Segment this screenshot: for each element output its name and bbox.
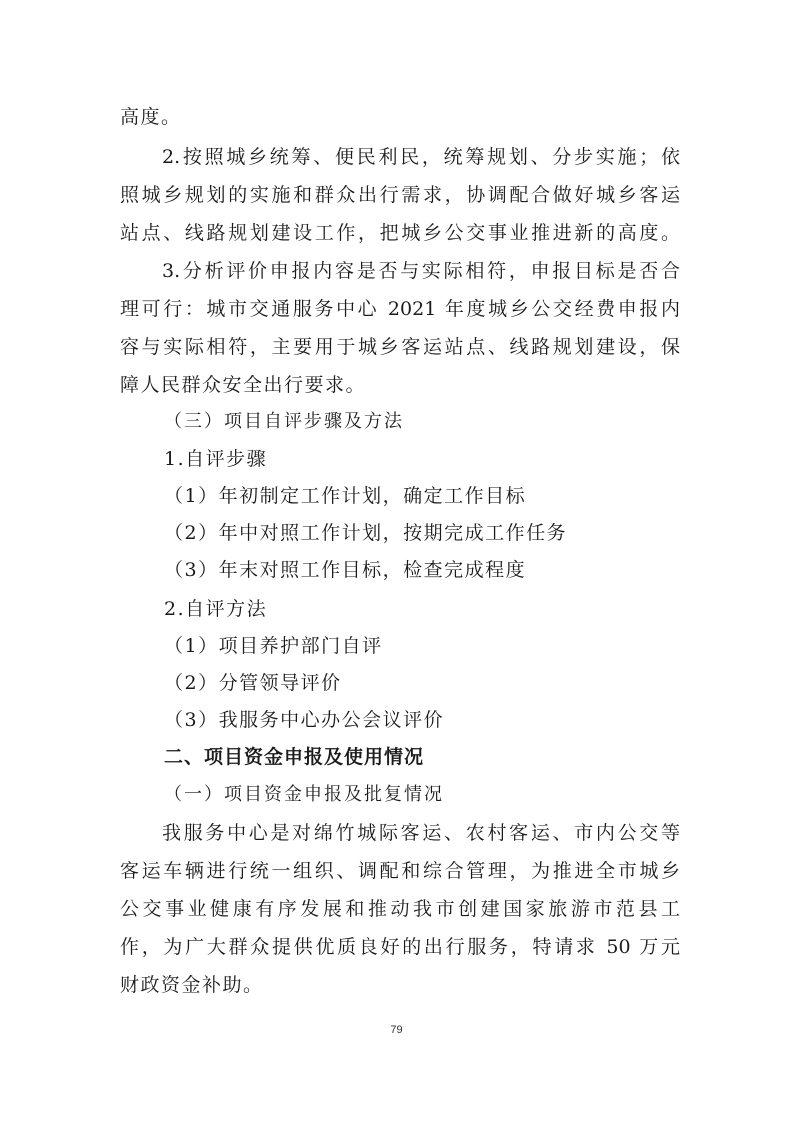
paragraph-line: 容与实际相符，主要用于城乡客运站点、线路规划建设，保 (120, 336, 680, 358)
list-item: （2）年中对照工作计划，按期完成工作任务 (164, 522, 568, 544)
list-item: （1）项目养护部门自评 (164, 635, 383, 657)
list-heading: 1.自评步骤 (164, 448, 268, 470)
paragraph-line: 高度。 (120, 106, 182, 128)
list-item: （1）年初制定工作计划，确定工作目标 (164, 485, 527, 507)
paragraph-line: 财政资金补助。 (120, 974, 264, 996)
list-item: （2）分管领导评价 (164, 672, 342, 694)
paragraph-line: 理可行：城市交通服务中心 2021 年度城乡公交经费申报内 (120, 298, 680, 320)
paragraph-line: 障人民群众安全出行要求。 (120, 374, 367, 396)
section-subheading: （一）项目资金申报及批复情况 (164, 784, 444, 805)
list-heading: 2.自评方法 (164, 598, 268, 620)
paragraph-line: 公交事业健康有序发展和推动我市创建国家旅游市范县工 (120, 898, 680, 920)
section-heading: 二、项目资金申报及使用情况 (164, 746, 425, 768)
list-item: （3）我服务中心办公会议评价 (164, 709, 445, 731)
section-subheading: （三）项目自评步骤及方法 (164, 411, 404, 432)
paragraph-line: 站点、线路规划建设工作，把城乡公交事业推进新的高度。 (120, 222, 680, 244)
list-item: （3）年末对照工作目标，检查完成程度 (164, 559, 527, 581)
page-number: 79 (390, 1024, 403, 1036)
paragraph-line: 2.按照城乡统筹、便民利民，统筹规划、分步实施；依 (162, 146, 680, 168)
paragraph-line: 我服务中心是对绵竹城际客运、农村客运、市内公交等 (162, 822, 680, 844)
paragraph-line: 客运车辆进行统一组织、调配和综合管理，为推进全市城乡 (120, 860, 680, 882)
paragraph-line: 照城乡规划的实施和群众出行需求，协调配合做好城乡客运 (120, 184, 680, 206)
paragraph-line: 作，为广大群众提供优质良好的出行服务，特请求 50 万元 (120, 936, 680, 958)
paragraph-line: 3.分析评价申报内容是否与实际相符，申报目标是否合 (162, 260, 680, 282)
